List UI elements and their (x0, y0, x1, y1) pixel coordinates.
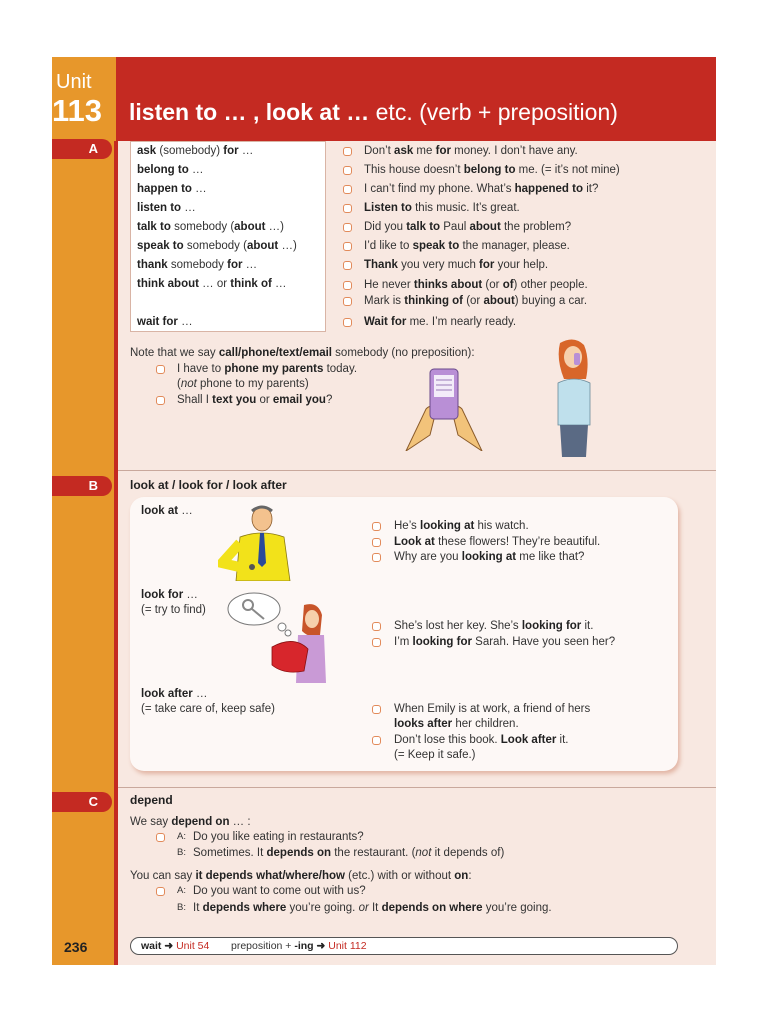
example-bullet (343, 297, 352, 306)
section-divider (118, 470, 716, 471)
example-sentence: Look at these flowers! They’re beautiful. (394, 536, 601, 548)
example-bullet (372, 736, 381, 745)
verb-pattern: think about … or think of … (137, 278, 287, 290)
example-sentence: He’s looking at his watch. (394, 520, 529, 532)
speaker-b-label: B: (177, 902, 186, 913)
example-sentence: Listen to this music. It’s great. (364, 202, 520, 214)
example-bullet (156, 396, 165, 405)
verb-pattern: listen to … (137, 202, 196, 214)
verb-pattern: talk to somebody (about …) (137, 221, 284, 233)
note-example-2: Shall I text you or email you? (177, 394, 333, 406)
example-sentence: Wait for me. I’m nearly ready. (364, 316, 517, 328)
example-bullet (372, 638, 381, 647)
example-sentence: I’m looking for Sarah. Have you seen her? (394, 636, 616, 648)
example-sentence: This house doesn’t belong to me. (= it’s not mine) (364, 164, 620, 176)
example-sentence: Don’t ask me for money. I don’t have any. (364, 145, 578, 157)
unit-header (52, 57, 716, 141)
example-bullet (343, 281, 352, 290)
depend-intro-2: You can say it depends what/where/how (etc.) with or without on: (130, 870, 472, 882)
example-sentence: Thank you very much for your help. (364, 259, 549, 271)
section-c-heading: depend (130, 793, 173, 807)
example-sentence: She’s lost her key. She’s looking for it. (394, 620, 594, 632)
page-number: 236 (64, 939, 88, 955)
example-bullet (372, 522, 381, 531)
example-bullet (343, 242, 352, 251)
example-sentence: Did you talk to Paul about the problem? (364, 221, 572, 233)
textbook-page (52, 57, 716, 965)
look-for-label: look for … (141, 589, 198, 601)
note-text: Note that we say call/phone/text/email somebody (no preposition): (130, 347, 475, 359)
example-sentence: Don’t lose this book. Look after it. (394, 734, 569, 746)
section-b-heading: look at / look for / look after (130, 478, 287, 492)
example-sentence: Mark is thinking of (or about) buying a car. (364, 295, 588, 307)
example-sentence: He never thinks about (or of) other people. (364, 279, 588, 291)
note-example-1-correction: (not phone to my parents) (177, 378, 309, 390)
cross-reference-bar (130, 937, 678, 955)
verb-pattern: thank somebody for … (137, 259, 258, 271)
section-tab-c: C (52, 792, 112, 812)
woman-searching-bag-illustration (224, 591, 328, 687)
example-bullet (372, 553, 381, 562)
example-sentence: I’d like to speak to the manager, please. (364, 240, 570, 252)
texting-hands-illustration (396, 365, 492, 451)
look-at-label: look at … (141, 505, 193, 517)
example-bullet (343, 204, 352, 213)
example-bullet (343, 223, 352, 232)
example-sentence: Why are you looking at me like that? (394, 551, 585, 563)
section-tab-b: B (52, 476, 112, 496)
cross-ref-wait[interactable]: wait ➜ Unit 54 (141, 940, 210, 952)
example-sentence: When Emily is at work, a friend of hers (394, 703, 591, 715)
margin-bar (52, 141, 118, 965)
example-bullet (372, 705, 381, 714)
man-looking-at-watch-illustration (218, 503, 308, 581)
example-bullet (343, 147, 352, 156)
note-example-1: I have to phone my parents today. (177, 363, 358, 375)
dialogue-question-2: Do you want to come out with us? (193, 885, 366, 897)
example-bullet (156, 833, 165, 842)
example-sentence: (= Keep it safe.) (394, 749, 476, 761)
woman-on-phone-illustration (550, 339, 598, 459)
look-after-label: look after … (141, 688, 208, 700)
example-bullet (156, 887, 165, 896)
verb-pattern: speak to somebody (about …) (137, 240, 297, 252)
example-bullet (343, 318, 352, 327)
section-divider (118, 787, 716, 788)
verb-pattern: ask (somebody) for … (137, 145, 254, 157)
look-after-gloss: (= take care of, keep safe) (141, 703, 275, 715)
example-bullet (343, 261, 352, 270)
verb-pattern: happen to … (137, 183, 207, 195)
example-bullet (372, 622, 381, 631)
example-sentence: I can’t find my phone. What’s happened to it? (364, 183, 599, 195)
unit-label: Unit (56, 71, 92, 93)
unit-number: 113 (52, 93, 103, 128)
depend-intro: We say depend on … : (130, 816, 251, 828)
section-tab-a: A (52, 139, 112, 159)
verb-pattern: wait for … (137, 316, 193, 328)
speaker-b-label: B: (177, 847, 186, 858)
dialogue-question-1: Do you like eating in restaurants? (193, 831, 364, 843)
example-sentence: looks after her children. (394, 718, 519, 730)
dialogue-reply-1: Sometimes. It depends on the restaurant. (not it depends of) (193, 847, 505, 859)
example-bullet (343, 185, 352, 194)
unit-box (52, 57, 116, 141)
speaker-a-label: A: (177, 885, 186, 896)
dialogue-reply-2: It depends where you’re going. or It depends on where you’re going. (193, 902, 552, 914)
page-title: listen to … , look at … etc. (verb + preposition) (129, 99, 618, 125)
look-for-gloss: (= try to find) (141, 604, 206, 616)
margin-divider (114, 57, 118, 965)
verb-pattern: belong to … (137, 164, 204, 176)
speaker-a-label: A: (177, 831, 186, 842)
example-bullet (156, 365, 165, 374)
example-bullet (372, 538, 381, 547)
example-bullet (343, 166, 352, 175)
cross-ref-preposition-ing[interactable]: preposition + -ing ➜ Unit 112 (231, 940, 367, 952)
